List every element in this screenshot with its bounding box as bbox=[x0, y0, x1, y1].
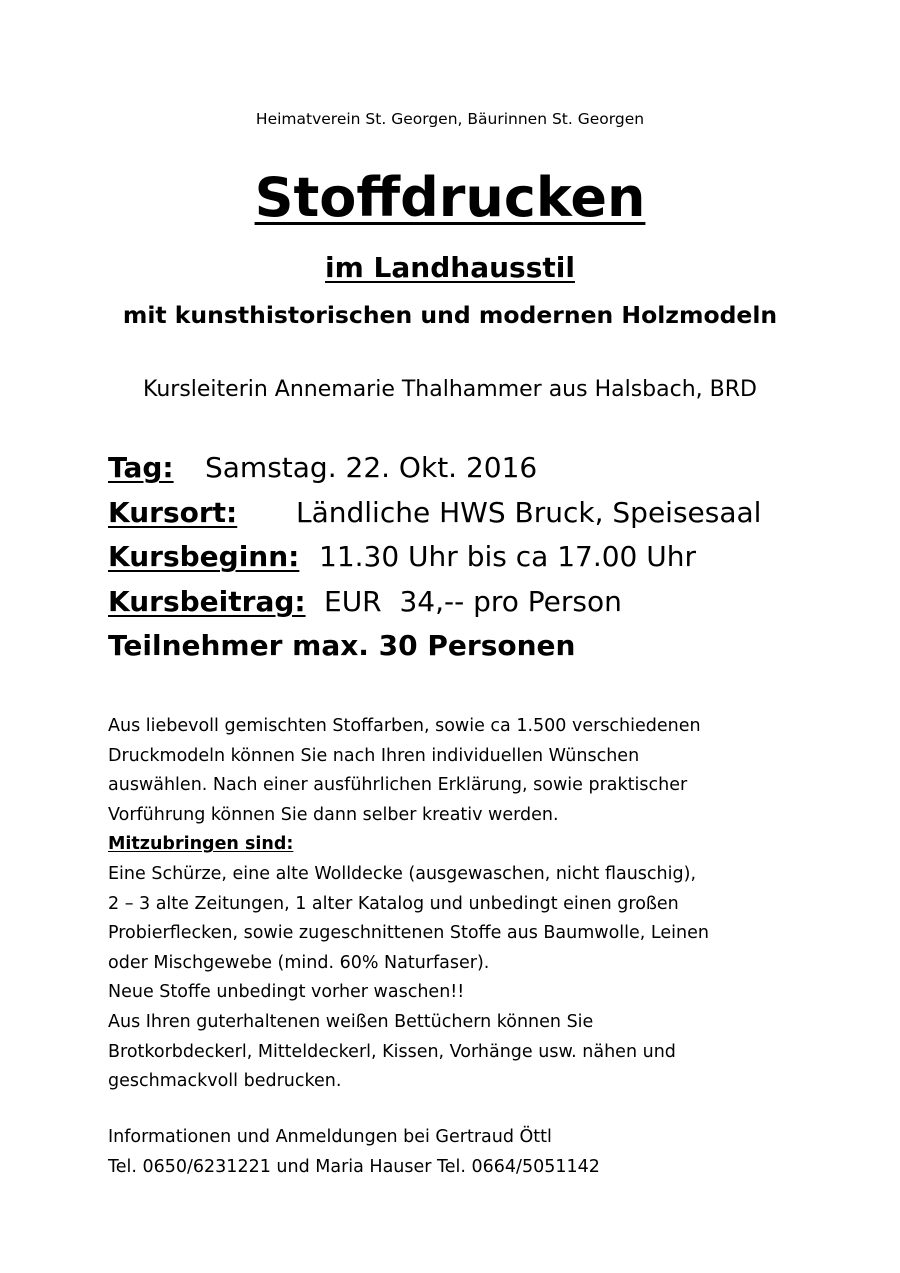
description-line: Vorführung können Sie dann selber kreativ werden. bbox=[108, 804, 559, 825]
detail-row-fee bbox=[108, 580, 878, 625]
detail-value-day: Samstag. 22. Okt. 2016 bbox=[205, 451, 538, 484]
bring-line: Eine Schürze, eine alte Wolldecke (ausgewaschen, nicht flauschig), bbox=[108, 863, 697, 884]
description-line: auswählen. Nach einer ausführlichen Erklärung, sowie praktischer bbox=[108, 775, 688, 796]
contact-info bbox=[108, 1123, 878, 1182]
bring-line: 2 – 3 alte Zeitungen, 1 alter Katalog und unbedingt einen großen bbox=[108, 893, 679, 914]
contact-line: Informationen und Anmeldungen bei Gertraud Öttl bbox=[108, 1127, 552, 1147]
page-title bbox=[0, 163, 900, 233]
bring-line: Neue Stoffe unbedingt vorher waschen!! bbox=[108, 982, 465, 1003]
description bbox=[108, 712, 878, 1097]
bring-line: Probierflecken, sowie zugeschnittenen Stoffe aus Baumwolle, Leinen bbox=[108, 923, 709, 944]
instructor-line: Kursleiterin Annemarie Thalhammer aus Halsbach, BRD bbox=[143, 377, 757, 402]
detail-label-start: Kursbeginn: bbox=[108, 540, 300, 573]
bring-heading: Mitzubringen sind: bbox=[108, 834, 294, 855]
detail-row-location bbox=[108, 491, 878, 536]
description-line: Druckmodeln können Sie nach Ihren individuellen Wünschen bbox=[108, 745, 640, 766]
participants-limit: Teilnehmer max. 30 Personen bbox=[108, 629, 576, 662]
detail-row-start bbox=[108, 535, 878, 580]
course-details bbox=[108, 446, 878, 668]
detail-label-fee: Kursbeitrag: bbox=[108, 584, 306, 618]
detail-row-day bbox=[108, 446, 878, 491]
detail-value-fee: EUR 34,-- pro Person bbox=[324, 584, 622, 618]
bring-line: Aus Ihren guterhaltenen weißen Bettüchern können Sie bbox=[108, 1011, 594, 1032]
detail-value-start: 11.30 Uhr bis ca 17.00 Uhr bbox=[319, 540, 697, 573]
detail-label-location: Kursort: bbox=[108, 495, 238, 529]
tagline: mit kunsthistorischen und modernen Holzmodeln bbox=[122, 301, 778, 329]
contact-phone-line: Tel. 0650/6231221 und Maria Hauser Tel. 0664/5051142 bbox=[108, 1156, 600, 1177]
subtitle-text: im Landhausstil bbox=[325, 251, 575, 284]
detail-label-day: Tag: bbox=[108, 451, 174, 484]
description-line: Aus liebevoll gemischten Stoffarben, sowie ca 1.500 verschiedenen bbox=[108, 716, 701, 736]
bring-line: oder Mischgewebe (mind. 60% Naturfaser). bbox=[108, 952, 490, 973]
bring-line: geschmackvoll bedrucken. bbox=[108, 1071, 342, 1092]
subtitle bbox=[0, 248, 900, 288]
bring-line: Brotkorbdeckerl, Mitteldeckerl, Kissen, Vorhänge usw. nähen und bbox=[108, 1041, 676, 1062]
organizers-line: Heimatverein St. Georgen, Bäurinnen St. Georgen bbox=[255, 110, 645, 128]
page-title-text: Stoffdrucken bbox=[254, 166, 646, 229]
detail-value-location: Ländliche HWS Bruck, Speisesaal bbox=[296, 495, 762, 529]
